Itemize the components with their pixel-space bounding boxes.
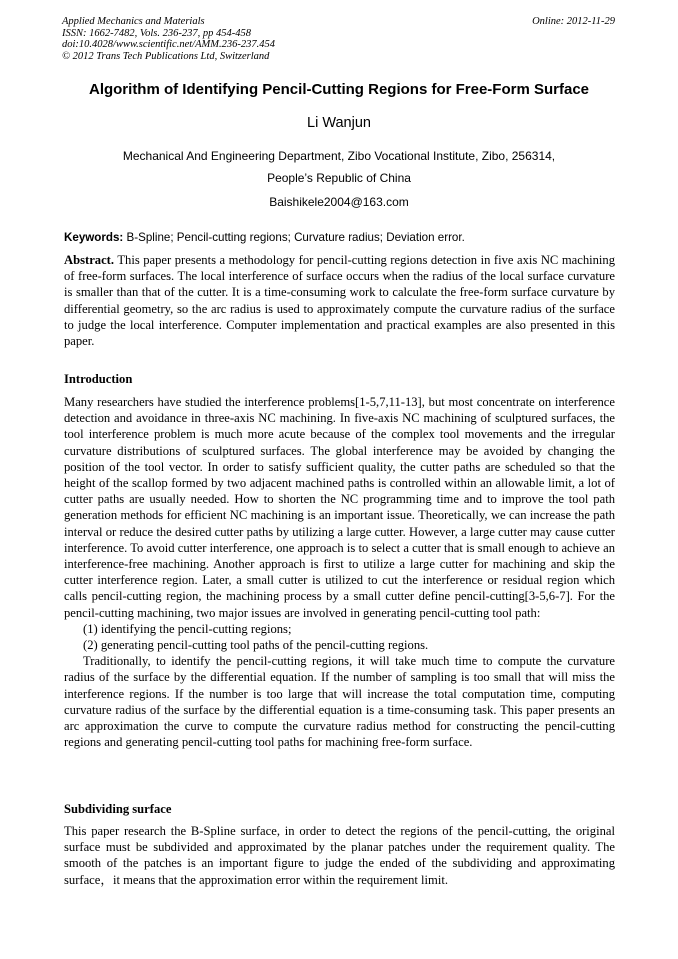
journal-name: Applied Mechanics and Materials [62,16,205,27]
keywords-text: B-Spline; Pencil-cutting regions; Curvature radius; Deviation error. [126,231,465,244]
intro-paragraph-2: Traditionally, to identify the pencil-cutting regions, it will take much time to compute the curvature radius of the surface by the differential equation. If the number of sampling is too small that will miss the interference regions. If the number is too large that will increase the total computation time, computing curvature radius of the surface by the differential equation is a time-consuming task. This paper presents an arc approximation the curve to compute the curvature radius method for constructing the pencil-cutting regions and generating pencil-cutting tool paths for machining free-form surface. [64,654,615,750]
affiliation-line-1: Mechanical And Engineering Department, Zibo Vocational Institute, Zibo, 256314, [122,149,556,163]
keywords-label: Keywords: [64,231,124,244]
author-name: Li Wanjun [307,115,371,131]
abstract-label: Abstract. [64,253,115,267]
online-date: Online: 2012-11-29 [532,16,615,27]
issn-line: ISSN: 1662-7482, Vols. 236-237, pp 454-458 [62,27,251,39]
affiliation-line-2: People’s Republic of China [267,171,411,185]
copyright-line: © 2012 Trans Tech Publications Ltd, Switzerland [62,50,270,62]
intro-paragraph-1: Many researchers have studied the interference problems[1-5,7,11-13], but most concentrate on interference detection and avoidance in three-axis NC machining. In five-axis NC machining of sculptured surfaces, the tool interference problem is much more acute because of the complex tool movements and the irregular curvature distributions of sculptured surfaces. The global interference may be avoided by changing the position of the tool vector. In order to satisfy sufficient quality, the cutter paths are scheduled so that the height of the scallop formed by two adjacent machined paths is controlled within an allowable limit, a lot of cutter paths are usually needed. How to shorten the NC programming time and to improve the tool path generation methods for efficient NC machining is an important issue. Theoretically, we can increase the path interval or reduce the desired cutter paths by utilizing a large cutter. However, a large cutter may cause cutter interference. To avoid cutter interference, one approach is to select a cutter that is small enough to achieve an interference-free machining. Another approach is first to utilize a large cutter for machining and skip the cutter interference region. Later, a small cutter is utilized to cut the interference or residual region which calls pencil-cutting region, the machining process by a small cutter define pencil-cutting[3-5,6-7]. For the pencil-cutting machining, two major issues are involved in generating pencil-cutting tool path: [64,395,615,620]
subdividing-paragraph-1: This paper research the B-Spline surface, in order to detect the regions of the pencil-cutting, the original surface must be subdivided and approximated by the planar patches under the requirement quality. The smooth of the patches is an important figure to judge the ended of the subdividing and approximating surface，it means that the approximation error within the requirement limit. [64,824,615,887]
introduction-body [64,394,615,750]
intro-list-item-2: (2) generating pencil-cutting tool paths of the pencil-cutting regions. [83,638,429,653]
keywords [64,230,616,246]
intro-list-item-1: (1) identifying the pencil-cutting regions; [83,621,292,636]
journal-header [62,16,615,62]
author-email[interactable]: Baishikele2004@163.com [269,195,409,209]
doi-line[interactable]: doi:10.4028/www.scientific.net/AMM.236-237.454 [62,39,275,50]
affiliation [40,145,638,189]
subdividing-body [64,823,615,888]
abstract [64,252,615,349]
abstract-text: This paper presents a methodology for pencil-cutting regions detection in five axis NC machining of free-form surfaces. The local interference of surface occurs when the radius of the local surface curvature is smaller than that of the cutter. It is a time-consuming work to calculate the free-form surface curvature by differential geometry, so the arc radius is used to approximately compute the curvature radius of the surface to judge the local interference. Computer implementation and practical examples are also presented in this paper. [64,253,616,349]
section-heading-introduction: Introduction [64,372,133,386]
section-heading-subdividing: Subdividing surface [64,802,172,816]
paper-title: Algorithm of Identifying Pencil-Cutting Regions for Free-Form Surface [88,81,590,98]
